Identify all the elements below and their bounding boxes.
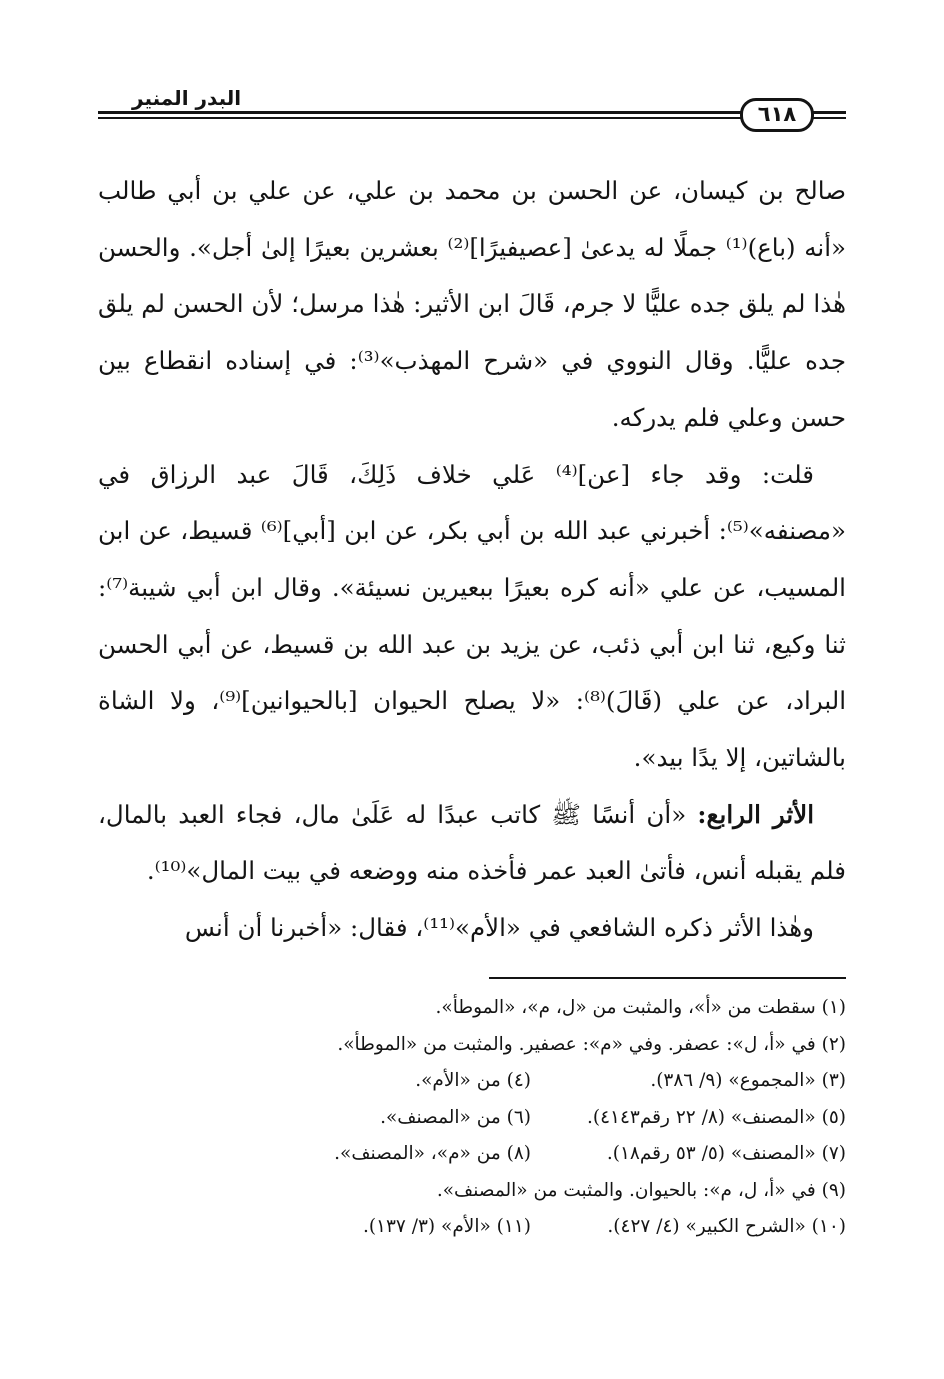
running-title: البدر المنير [126,86,247,110]
footnote-pair [98,1136,846,1173]
section-heading: الأثر الرابع: [697,799,814,829]
paragraph: صالح بن كيسان، عن الحسن بن محمد بن علي، عن علي بن أبي طالب «أنه (باع)⁽¹⁾ جملًا له يدعىٰ [عصيفيرًا]⁽²⁾ بعشرين بعيرًا إلىٰ أجل». والحسن هٰذا لم يلق جده عليًّا لا جرم، قَالَ ابن الأثير: هٰذا مرسل؛ لأن الحسن لم يلق جده عليًّا. وقال النووي في «شرح المهذب»⁽³⁾: في إسناده انقطاع بين حسن وعلي فلم يدركه. [98,176,846,432]
paragraph: قلت: وقد جاء [عن]⁽⁴⁾ عَلي خلاف ذَلِكَ، قَالَ عبد الرزاق في «مصنفه»⁽⁵⁾: أخبرني عبد الله بن أبي بكر، عن ابن [أبي]⁽⁶⁾ قسيط، عن ابن المسيب، عن علي «أنه كره بعيرًا ببعيرين نسيئة». وقال ابن أبي شيبة⁽⁷⁾: ثنا وكيع، ثنا ابن أبي ذئب، عن يزيد بن عبد الله بن قسيط، عن أبي الحسن البراد، عن علي (قَالَ)⁽⁸⁾: «لا يصلح الحيوان [بالحيوانين]⁽⁹⁾، ولا الشاة بالشاتين، إلا يدًا بيد». [98,459,846,773]
footnote: (٨) من «م»، «المصنف». [334,1143,531,1164]
paragraph [98,787,846,900]
footnote: (١١) «الأم» (٣/ ١٣٧). [362,1216,531,1237]
footnote-pair [98,1209,846,1246]
footnotes [98,990,846,1246]
page-header [98,84,846,134]
footnote-pair [98,1063,846,1100]
footnote: (٤) من «الأم». [415,1070,531,1091]
footnote: (٢) في «أ، ل»: عصفر. وفي «م»: عصفير. والمثبت من «الموطأ». [337,1033,846,1055]
footnote: (٣) «المجموع» (٩/ ٣٨٦). [650,1070,846,1091]
footnote: (٧) «المصنف» (٥/ ٥٣ رقم١٨). [606,1143,846,1164]
header-rule-thin [98,117,846,119]
footnote: (٩) في «أ، ل، م»: بالحيوان. والمثبت من «المصنف». [436,1179,846,1201]
header-rule [98,111,846,114]
footnote: (١٠) «الشرح الكبير» (٤/ ٤٢٧). [607,1216,846,1237]
footnote: (٥) «المصنف» (٨/ ٢٢ رقم٤١٤٣). [586,1106,846,1128]
footnote: (١) سقطت من «أ»، والمثبت من «ل، م»، «الموطأ». [435,997,846,1018]
footnote-separator [489,977,846,979]
footnote-pair [98,1100,846,1137]
main-text [98,163,846,957]
footnote: (٦) من «المصنف». [380,1106,531,1128]
page-number: ٦١٨ [740,98,814,132]
paragraph-text: «أن أنسًا ﷺ كاتب عبدًا له عَلَىٰ مال، فجاء العبد بالمال، فلم يقبله أنس، فأتىٰ العبد عمر فأخذه منه ووضعه في بيت المال»⁽¹⁰⁾. [98,799,846,886]
paragraph: وهٰذا الأثر ذكره الشافعي في «الأم»⁽¹¹⁾، فقال: «أخبرنا أن أنس [184,913,814,943]
